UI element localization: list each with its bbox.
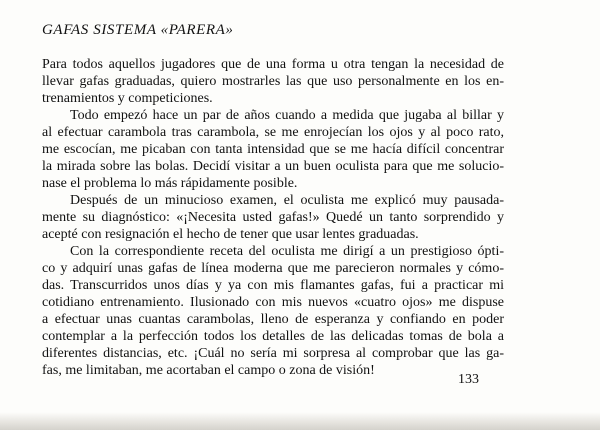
text-line: das. Transcurridos unos días y ya con mis flamantes gafas, fui a practicar mi [42,278,504,293]
text-line: Para todos aquellos jugadores que de una forma u otra tengan la necesidad de [42,57,504,72]
text-line: co y adquirí unas gafas de línea moderna que me parecieron normales y cómo- [42,261,504,276]
text-line: contemplar a la perfección todos los detalles de las delicadas tomas de bola a [42,329,504,344]
text-line: cotidiano entrenamiento. Ilusionado con mis nuevos «cuatro ojos» me dispuse [42,295,504,310]
text-line: a efectuar unas cuantas carambolas, lleno de esperanza y confiando en poder [42,312,504,327]
text-line: me escocían, me picaban con tanta intensidad que se me hacía difícil concentrar [42,142,504,157]
text-line: Todo empezó hace un par de años cuando a medida que jugaba al billar y [70,108,504,123]
text-line: Después de un minucioso examen, el oculista me explicó muy pausada- [70,193,504,208]
text-line: mente su diagnóstico: «¡Necesita usted gafas!» Quedé un tanto sorprendido y [42,210,504,225]
body-text [42,56,504,379]
text-line: trenamientos y competiciones. [42,91,213,106]
text-line: acepté con resignación el hecho de tener que usar lentes graduadas. [42,227,419,242]
page-edge-shadow [0,412,600,430]
section-title: GAFAS SISTEMA «PARERA» [42,22,234,38]
text-line: llevar gafas graduadas, quiero mostrarles las que uso personalmente en los en- [42,74,504,89]
page-number: 133 [458,372,479,387]
text-line: al efectuar carambola tras carambola, se me enrojecían los ojos y al poco rato, [42,125,504,140]
text-line: Con la correspondiente receta del oculista me dirigí a un prestigioso ópti- [70,244,504,259]
text-line: diferentes distancias, etc. ¡Cuál no sería mi sorpresa al comprobar que las ga- [42,346,504,361]
text-line: nase el problema lo más rápidamente posible. [42,176,298,191]
text-line: fas, me limitaban, me acortaban el campo o zona de visión! [42,363,375,378]
text-line: la mirada sobre las bolas. Decidí visitar a un buen oculista para que me solucio- [42,159,504,174]
